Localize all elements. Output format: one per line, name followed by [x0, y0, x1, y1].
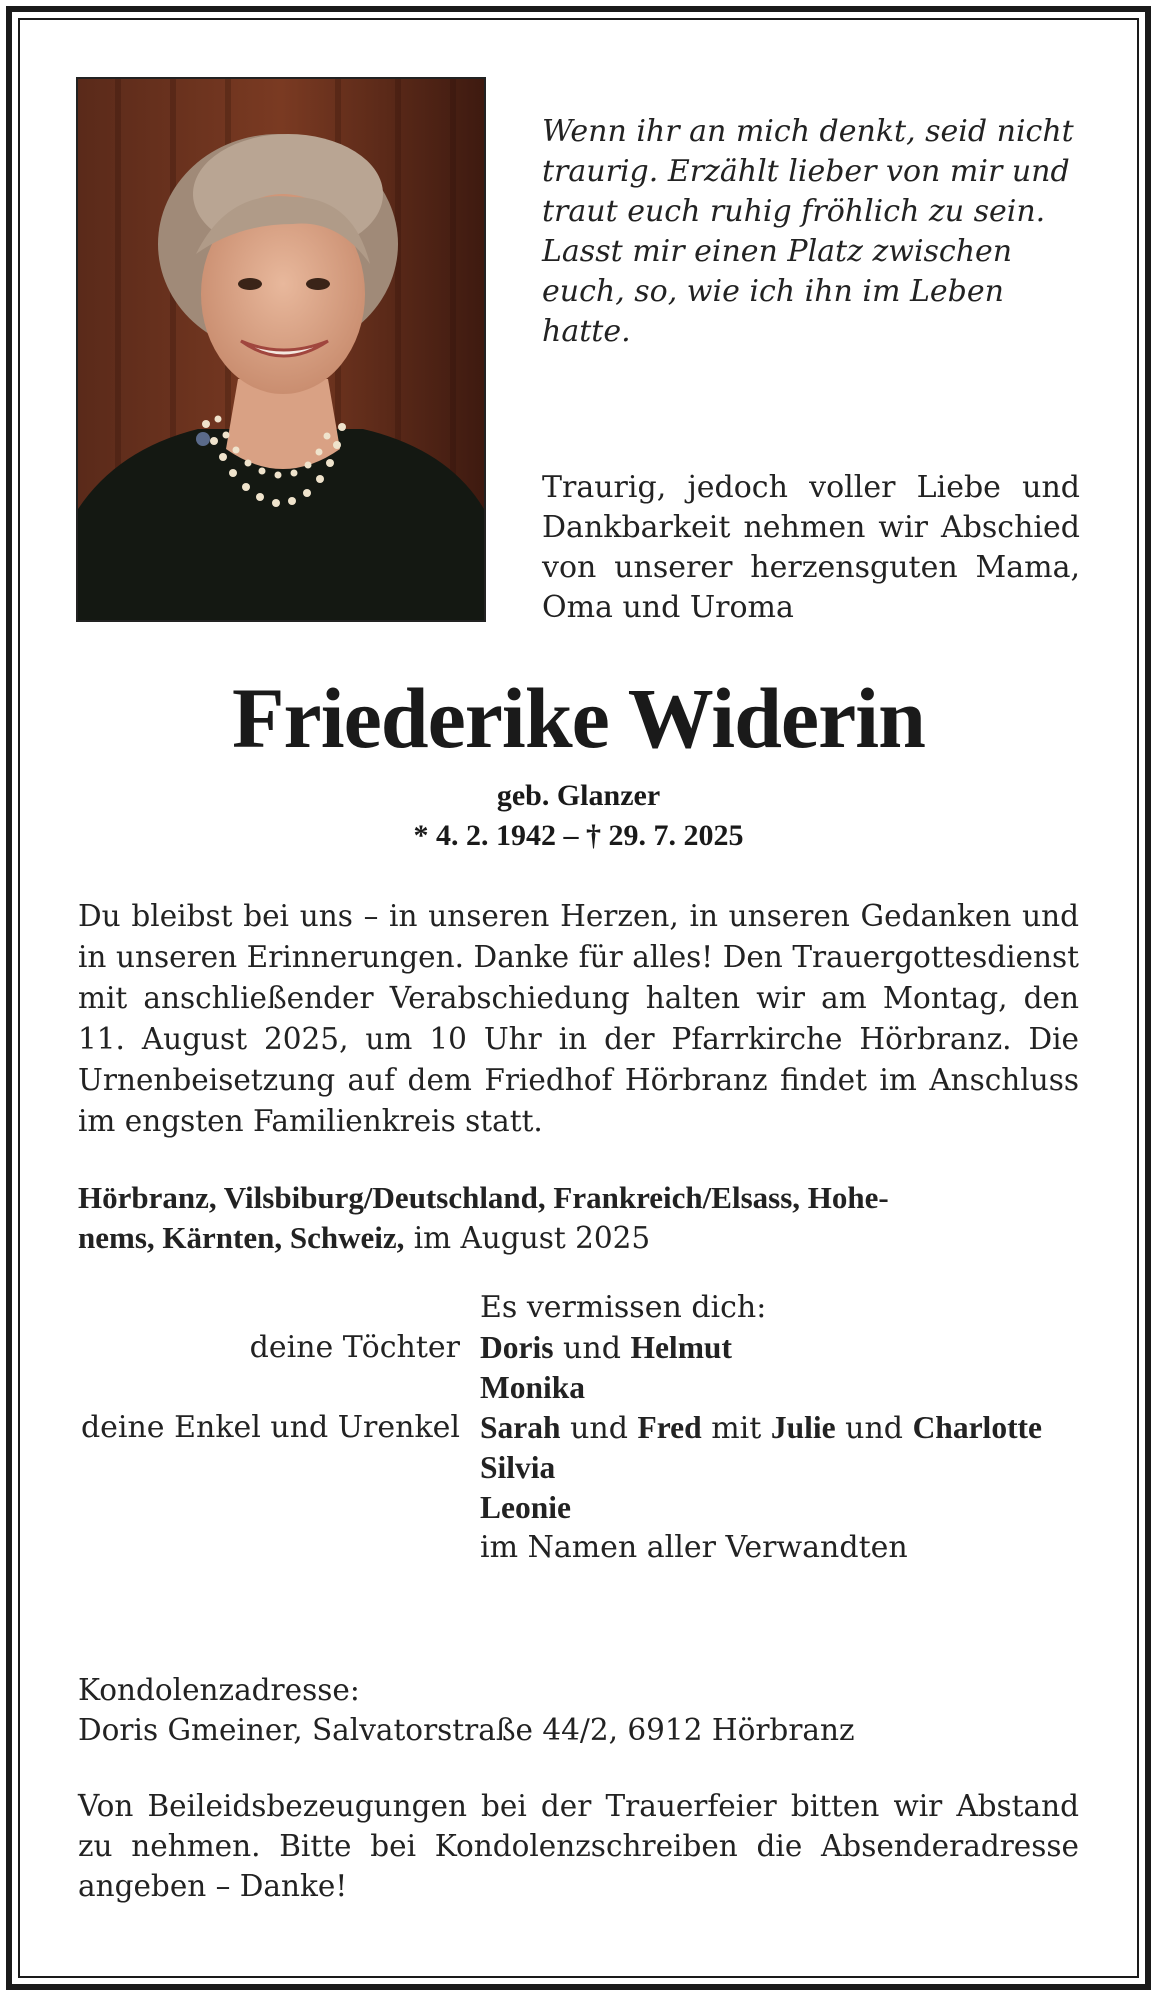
memorial-quote — [542, 112, 1102, 352]
daughter-name: Doris — [480, 1330, 554, 1365]
deceased-name: Friederike Widerin — [231, 670, 925, 766]
conjunction: und — [845, 1411, 904, 1446]
life-dates: * 4. 2. 1942 – † 29. 7. 2025 — [413, 819, 744, 852]
quote-line: traurig. Erzählt lieber von mir und — [542, 154, 1070, 189]
grandchild-name: Leonie — [480, 1490, 571, 1525]
places-line-2: nems, Kärnten, Schweiz, — [78, 1220, 405, 1255]
partner-name: Helmut — [630, 1330, 732, 1365]
intro-line: Dankbarkeit nehmen wir Abschied — [542, 510, 1080, 545]
mourners-list — [0, 1288, 1157, 1568]
address-line: Doris Gmeiner, Salvatorstraße 44/2, 6912 Hörbranz — [78, 1713, 855, 1747]
portrait-illustration — [78, 79, 484, 620]
announcement-line: in unseren Erinnerungen. Danke für alles! Den Trauergottesdienst — [78, 940, 1079, 974]
quote-line: Wenn ihr an mich denkt, seid nicht — [542, 114, 1074, 149]
intro-line: Traurig, jedoch voller Liebe und — [542, 470, 1080, 505]
places-and-date — [78, 1178, 1079, 1258]
farewell-intro — [542, 468, 1080, 628]
announcement-line: Urnenbeisetzung auf dem Friedhof Hörbranz findet im Anschluss — [78, 1063, 1079, 1097]
quote-line: Lasst mir einen Platz zwischen — [542, 234, 1013, 269]
intro-line: Oma und Uroma — [542, 590, 794, 625]
grandchild-name: Sarah — [480, 1410, 561, 1445]
conjunction: und — [563, 1331, 621, 1366]
announcement-line: 11. August 2025, um 10 Uhr in der Pfarrkirche Hörbranz. Die — [78, 1022, 1079, 1056]
condolence-address — [78, 1670, 855, 1750]
footer-line: angeben – Danke! — [78, 1869, 348, 1903]
grandchildren-names — [480, 1408, 1042, 1449]
partner-name: Fred — [637, 1410, 702, 1445]
grandchild-name: Silvia — [480, 1450, 556, 1485]
maiden-name: geb. Glanzer — [496, 779, 661, 812]
conjunction: mit — [711, 1411, 762, 1446]
daughters-label: deine Töchter — [249, 1330, 460, 1365]
great-grandchild-name: Charlotte — [912, 1410, 1043, 1445]
quote-line: euch, so, wie ich ihn im Leben hatte. — [542, 274, 1004, 349]
portrait-photo — [76, 77, 486, 622]
announcement-text — [78, 896, 1079, 1142]
month-year: im August 2025 — [404, 1221, 651, 1255]
mourners-heading: Es vermissen dich: — [480, 1290, 767, 1325]
announcement-line: im engsten Familienkreis statt. — [78, 1104, 543, 1138]
announcement-line: mit anschließender Verabschiedung halten wir am Montag, den — [78, 981, 1079, 1015]
intro-line: von unserer herzensguten Mama, — [542, 550, 1080, 585]
great-grandchild-name: Julie — [770, 1410, 836, 1445]
grandchildren-label: deine Enkel und Urenkel — [80, 1410, 460, 1445]
conjunction: und — [570, 1411, 628, 1446]
footer-line: zu nehmen. Bitte bei Kondolenzschreiben die Absenderadresse — [78, 1829, 1079, 1863]
relatives-note: im Namen aller Verwandten — [480, 1530, 908, 1565]
address-heading: Kondolenzadresse: — [78, 1673, 360, 1707]
places-line-1: Hörbranz, Vilsbiburg/Deutschland, Frankreich/Elsass, Hohe- — [78, 1180, 889, 1215]
footer-line: Von Beileidsbezeugungen bei der Trauerfeier bitten wir Abstand — [78, 1789, 1079, 1823]
quote-line: traut euch ruhig fröhlich zu sein. — [542, 194, 1046, 229]
condolence-note — [78, 1786, 1079, 1906]
daughters-names — [480, 1328, 732, 1369]
daughter-name: Monika — [480, 1370, 586, 1405]
announcement-line: Du bleibst bei uns – in unseren Herzen, in unseren Gedanken und — [78, 899, 1079, 933]
